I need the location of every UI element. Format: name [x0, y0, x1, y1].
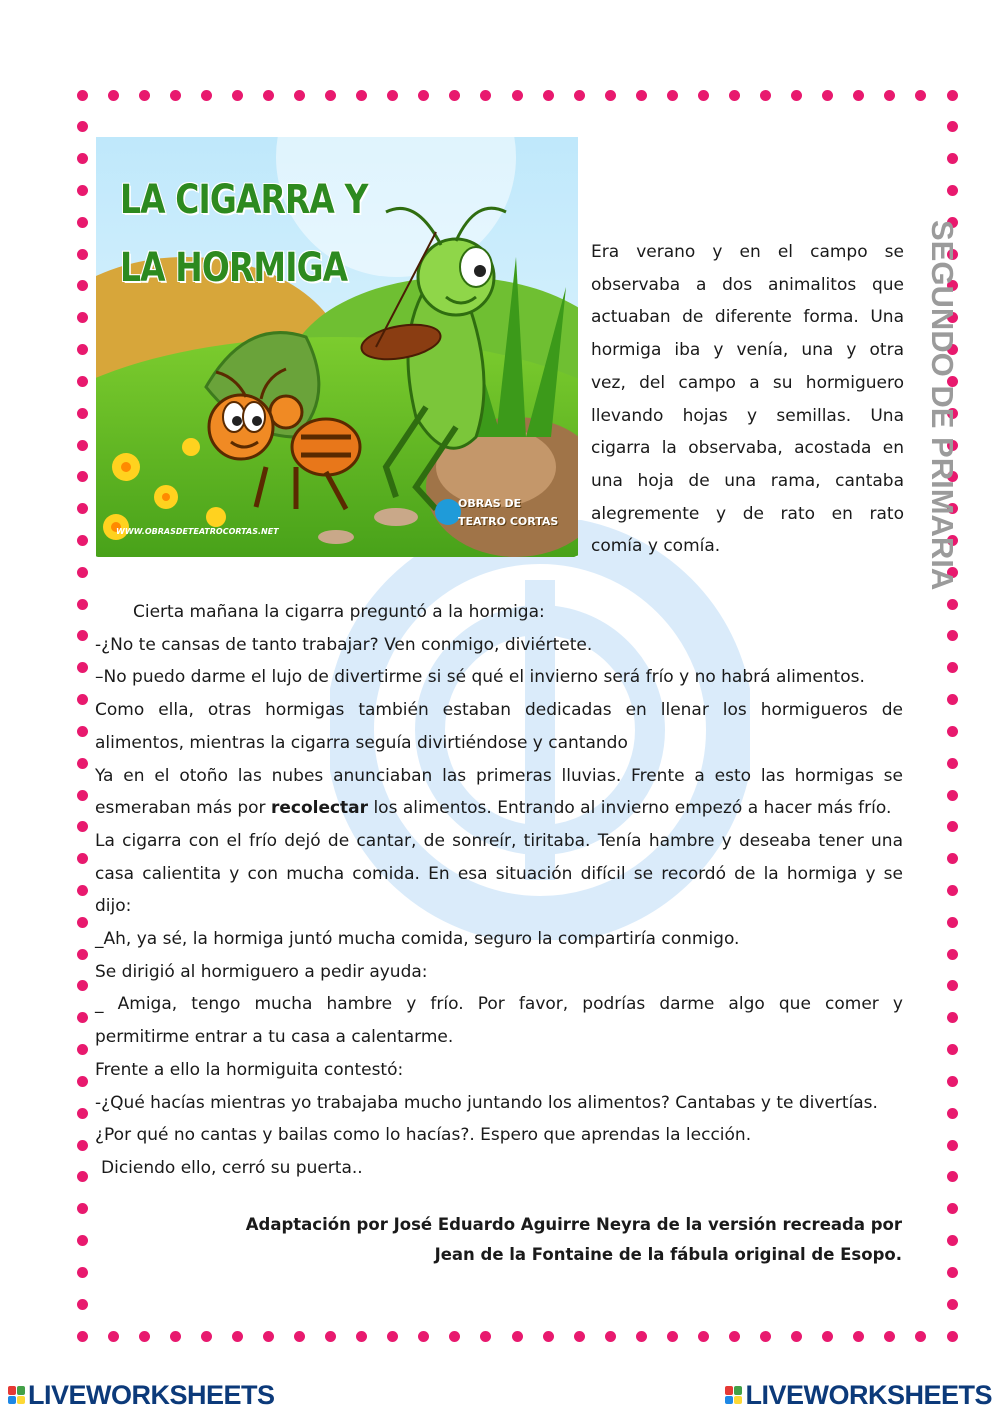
- border-dot: [947, 121, 958, 132]
- border-dot: [853, 1331, 864, 1342]
- border-dot: [77, 1012, 88, 1023]
- border-dot: [77, 599, 88, 610]
- border-dot: [947, 1299, 958, 1310]
- border-dot: [480, 90, 491, 101]
- story-line: Como ella, otras hormigas también estaban dedicadas en llenar los hormigueros de: [95, 700, 903, 721]
- border-dot: [77, 535, 88, 546]
- illustration-title-line1: LA CIGARRA Y: [120, 177, 368, 223]
- border-dot: [77, 153, 88, 164]
- border-dot: [77, 1140, 88, 1151]
- border-dot: [884, 1331, 895, 1342]
- border-dot: [760, 1331, 771, 1342]
- border-dot: [108, 90, 119, 101]
- liveworksheets-logo-right[interactable]: [725, 1380, 992, 1410]
- border-dot: [512, 1331, 523, 1342]
- border-dot: [418, 1331, 429, 1342]
- border-dot: [729, 1331, 740, 1342]
- border-dot: [947, 917, 958, 928]
- border-dot: [77, 1076, 88, 1087]
- border-dot: [698, 90, 709, 101]
- border-dot: [201, 1331, 212, 1342]
- border-dot: [480, 1331, 491, 1342]
- border-dot: [947, 1012, 958, 1023]
- liveworksheets-logo-left[interactable]: [8, 1380, 275, 1410]
- border-dot: [232, 90, 243, 101]
- border-dot: [77, 1331, 88, 1342]
- border-dot: [77, 376, 88, 387]
- story-text: los alimentos. Entrando al invierno empezó a hacer más frío.: [368, 798, 892, 819]
- intro-line: hormiga iba y venía, una y otra: [591, 340, 904, 361]
- border-dot: [108, 1331, 119, 1342]
- border-dot: [170, 1331, 181, 1342]
- border-dot: [636, 1331, 647, 1342]
- border-dot: [263, 90, 274, 101]
- border-dot: [77, 1044, 88, 1055]
- border-dot: [947, 790, 958, 801]
- story-illustration: [96, 137, 578, 557]
- border-dot: [605, 90, 616, 101]
- grade-side-label: [925, 220, 960, 591]
- intro-line: observaba a dos animalitos que: [591, 274, 904, 295]
- highlighted-word: recolectar: [270, 798, 369, 819]
- illustration-brand: [458, 495, 558, 531]
- border-dot: [77, 949, 88, 960]
- border-dot: [791, 1331, 802, 1342]
- story-line: dijo:: [95, 896, 132, 917]
- illustration-url: WWW.OBRASDETEATROCORTAS.NET: [116, 527, 279, 536]
- brand-line1: OBRAS DE: [458, 497, 522, 510]
- border-dot: [947, 853, 958, 864]
- story-line: –No puedo darme el lujo de divertirme si sé qué el invierno será frío y no habrá alimentos.: [95, 667, 865, 688]
- border-dot: [77, 630, 88, 641]
- brand-line2: TEATRO CORTAS: [458, 515, 559, 528]
- story-line: Cierta mañana la cigarra preguntó a la hormiga:: [133, 602, 545, 622]
- grade-side-label-text: SEGUNDO DE PRIMARIA: [925, 220, 960, 591]
- border-dot: [947, 153, 958, 164]
- border-dot: [947, 1044, 958, 1055]
- border-dot: [325, 90, 336, 101]
- border-dot: [947, 185, 958, 196]
- border-dot: [77, 917, 88, 928]
- border-dot: [915, 90, 926, 101]
- border-dot: [574, 90, 585, 101]
- liveworksheets-logo-icon: [8, 1386, 25, 1404]
- border-dot: [667, 90, 678, 101]
- border-dot: [636, 90, 647, 101]
- border-dot: [947, 1331, 958, 1342]
- illustration-title-line2: LA HORMIGA: [120, 245, 348, 291]
- border-dot: [449, 90, 460, 101]
- border-dot: [884, 90, 895, 101]
- border-dot: [77, 280, 88, 291]
- border-dot: [947, 1076, 958, 1087]
- border-dot: [77, 1203, 88, 1214]
- border-dot: [947, 980, 958, 991]
- border-dot: [77, 694, 88, 705]
- border-dot: [77, 1299, 88, 1310]
- border-dot: [698, 1331, 709, 1342]
- border-dot: [947, 949, 958, 960]
- border-dot: [543, 90, 554, 101]
- border-dot: [77, 662, 88, 673]
- border-dot: [947, 726, 958, 737]
- border-dot: [139, 1331, 150, 1342]
- liveworksheets-logo-icon: [725, 1386, 742, 1404]
- border-dot: [77, 344, 88, 355]
- border-dot: [294, 90, 305, 101]
- story-line: Diciendo ello, cerró su puerta..: [101, 1157, 363, 1178]
- intro-line: Era verano y en el campo se: [591, 242, 904, 262]
- border-dot: [947, 599, 958, 610]
- intro-line: llevando hojas y semillas. Una: [591, 405, 904, 426]
- border-dot: [77, 1108, 88, 1119]
- border-dot: [325, 1331, 336, 1342]
- border-dot: [77, 1235, 88, 1246]
- border-dot: [947, 694, 958, 705]
- border-dot: [947, 1203, 958, 1214]
- story-line: La cigarra con el frío dejó de cantar, de sonreír, tiritaba. Tenía hambre y deseaba tener una: [95, 830, 903, 851]
- border-dot: [356, 1331, 367, 1342]
- border-dot: [543, 1331, 554, 1342]
- story-text: esmeraban más por: [95, 798, 271, 819]
- border-dot: [77, 821, 88, 832]
- border-dot: [77, 567, 88, 578]
- border-dot: [77, 185, 88, 196]
- intro-line: actuaban de diferente forma. Una: [591, 307, 904, 328]
- story-body: [95, 596, 903, 1185]
- border-dot: [263, 1331, 274, 1342]
- border-dot: [170, 90, 181, 101]
- border-dot: [77, 471, 88, 482]
- border-dot: [947, 1108, 958, 1119]
- border-dot: [947, 1267, 958, 1278]
- border-dot: [947, 821, 958, 832]
- intro-line: cigarra la observaba, acostada en: [591, 438, 904, 459]
- border-dot: [77, 1171, 88, 1182]
- border-dot: [201, 90, 212, 101]
- border-dot: [760, 90, 771, 101]
- story-line: alimentos, mientras la cigarra seguía divirtiéndose y cantando: [95, 732, 628, 753]
- credits-line: Adaptación por José Eduardo Aguirre Neyra de la versión recreada por: [245, 1215, 902, 1234]
- liveworksheets-brand-text: LIVEWORKSHEETS: [28, 1379, 275, 1410]
- border-dot: [387, 90, 398, 101]
- story-line: casa calientita y con mucha comida. En esa situación difícil se recordó de la hormiga y se: [95, 863, 903, 884]
- border-dot: [729, 90, 740, 101]
- border-dot: [915, 1331, 926, 1342]
- story-line: permitirme entrar a tu casa a calentarme.: [95, 1027, 454, 1048]
- story-line: -¿Qué hacías mientras yo trabajaba mucho juntando los alimentos? Cantabas y te divertías.: [95, 1092, 878, 1113]
- border-dot: [947, 90, 958, 101]
- border-dot: [822, 1331, 833, 1342]
- border-dot: [449, 1331, 460, 1342]
- story-line: [95, 792, 903, 825]
- border-dot: [947, 1171, 958, 1182]
- border-dot: [791, 90, 802, 101]
- border-dot: [853, 90, 864, 101]
- border-dot: [77, 90, 88, 101]
- story-line: -¿No te cansas de tanto trabajar? Ven conmigo, diviértete.: [95, 634, 593, 655]
- border-dot: [418, 90, 429, 101]
- border-dot: [356, 90, 367, 101]
- border-dot: [77, 217, 88, 228]
- border-dot: [77, 758, 88, 769]
- border-dot: [77, 249, 88, 260]
- border-dot: [947, 662, 958, 673]
- border-dot: [77, 408, 88, 419]
- border-dot: [77, 1267, 88, 1278]
- intro-paragraph: [591, 236, 904, 563]
- border-dot: [947, 630, 958, 641]
- border-dot: [512, 90, 523, 101]
- border-dot: [77, 121, 88, 132]
- story-line: Ya en el otoño las nubes anunciaban las primeras lluvias. Frente a esto las hormigas se: [95, 765, 903, 786]
- credits-line: Jean de la Fontaine de la fábula original de Esopo.: [434, 1245, 902, 1264]
- border-dot: [947, 885, 958, 896]
- border-dot: [667, 1331, 678, 1342]
- border-dot: [232, 1331, 243, 1342]
- border-dot: [77, 503, 88, 514]
- liveworksheets-brand-text: LIVEWORKSHEETS: [745, 1379, 992, 1410]
- border-dot: [387, 1331, 398, 1342]
- border-dot: [77, 885, 88, 896]
- story-line: Frente a ello la hormiguita contestó:: [95, 1059, 404, 1080]
- border-dot: [139, 90, 150, 101]
- story-line: Se dirigió al hormiguero a pedir ayuda:: [95, 961, 428, 982]
- intro-line: comía y comía.: [591, 536, 721, 557]
- story-line: ¿Por qué no cantas y bailas como lo hacías?. Espero que aprendas la lección.: [95, 1125, 752, 1146]
- border-dot: [605, 1331, 616, 1342]
- border-dot: [77, 790, 88, 801]
- border-dot: [947, 1235, 958, 1246]
- border-dot: [77, 853, 88, 864]
- credits: [246, 1210, 902, 1270]
- border-dot: [77, 312, 88, 323]
- border-dot: [947, 758, 958, 769]
- border-dot: [77, 440, 88, 451]
- border-dot: [77, 726, 88, 737]
- story-line: _ Amiga, tengo mucha hambre y frío. Por favor, podrías darme algo que comer y: [95, 994, 903, 1015]
- intro-line: vez, del campo a su hormiguero: [591, 372, 904, 393]
- border-dot: [822, 90, 833, 101]
- intro-line: una hoja de una rama, cantaba: [591, 470, 904, 491]
- border-dot: [947, 1140, 958, 1151]
- border-dot: [77, 980, 88, 991]
- story-line: _Ah, ya sé, la hormiga juntó mucha comida, seguro la compartiría conmigo.: [95, 929, 740, 950]
- border-dot: [294, 1331, 305, 1342]
- border-dot: [574, 1331, 585, 1342]
- intro-line: alegremente y de rato en rato: [591, 503, 904, 524]
